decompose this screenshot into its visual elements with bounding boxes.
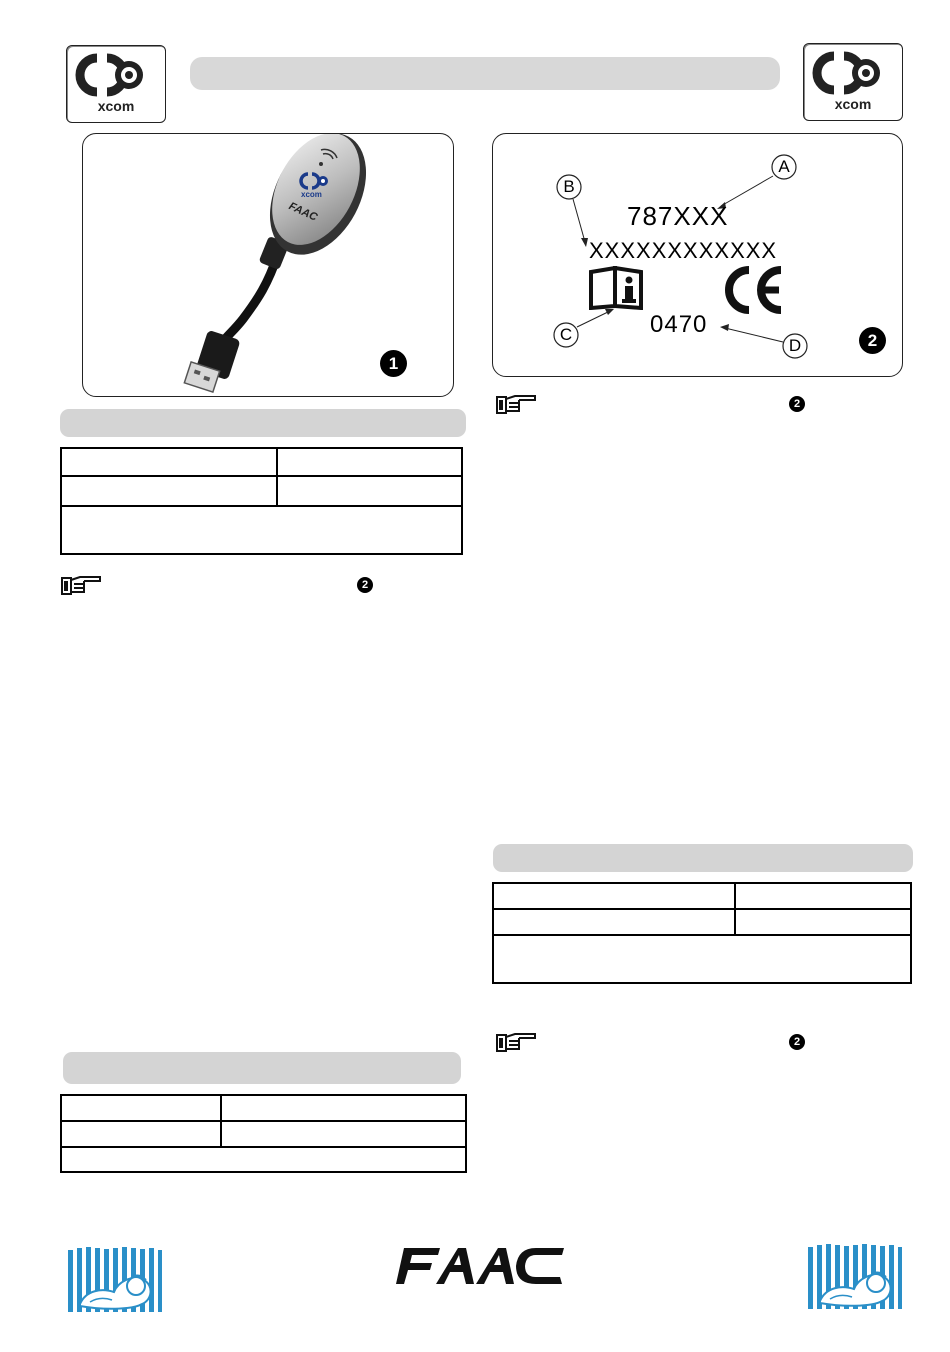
pointing-hand-icon <box>495 1031 537 1053</box>
spec-cell <box>61 1095 221 1121</box>
label-b: B <box>563 177 575 196</box>
spec-cell <box>61 1121 221 1147</box>
note-ref-badge: 2 <box>789 1034 805 1050</box>
figure-1-frame <box>82 133 454 397</box>
header-title-bar <box>190 57 780 90</box>
label-c: C <box>559 325 573 344</box>
spec-cell <box>61 476 277 506</box>
note-ref-badge: 2 <box>789 396 805 412</box>
figure-2-frame <box>492 133 903 377</box>
spec-cell <box>277 448 462 476</box>
xcom-logo-left <box>66 45 166 123</box>
pointing-hand-icon <box>495 393 537 415</box>
faac-logo-icon <box>396 1244 568 1288</box>
spec-cell <box>735 883 911 909</box>
footer-faac-logo <box>396 1244 568 1288</box>
notified-body-number: 0470 <box>650 311 708 338</box>
xcom-logo-text: xcom <box>97 98 135 114</box>
figure-1-number-badge: 1 <box>380 350 407 377</box>
spec-table-left-2 <box>60 1094 467 1173</box>
spec-table-right-1 <box>492 882 912 984</box>
spec-cell <box>221 1121 466 1147</box>
label-d: D <box>788 336 802 355</box>
figure-2-number-badge: 2 <box>859 327 886 354</box>
ce-mark-icon <box>719 264 789 316</box>
device-logo-text: xcom <box>301 190 322 199</box>
xcom-logo-text: xcom <box>834 96 872 112</box>
spec-cell-wide <box>493 935 911 983</box>
section-bar-left-1 <box>60 409 466 437</box>
lion-gate-icon <box>66 1246 162 1316</box>
spec-cell <box>493 909 735 935</box>
section-bar-left-2 <box>63 1052 461 1084</box>
note-ref-badge: 2 <box>357 577 373 593</box>
section-bar-right-1 <box>493 844 913 872</box>
spec-cell-wide <box>61 1147 466 1172</box>
xcom-logo-right <box>803 43 903 121</box>
spec-cell <box>221 1095 466 1121</box>
spec-cell <box>277 476 462 506</box>
pointing-hand-icon <box>60 574 102 596</box>
lion-gate-icon <box>806 1243 902 1313</box>
device-brand-text: FAAC <box>286 200 320 224</box>
spec-cell <box>493 883 735 909</box>
label-a: A <box>778 157 790 176</box>
spec-cell-wide <box>61 506 462 554</box>
model-code: 787XXX <box>627 201 729 231</box>
spec-cell <box>735 909 911 935</box>
manual-info-icon <box>587 266 649 310</box>
spec-table-left-1 <box>60 447 463 555</box>
spec-cell <box>61 448 277 476</box>
serial-code: XXXXXXXXXXXX <box>589 238 778 263</box>
